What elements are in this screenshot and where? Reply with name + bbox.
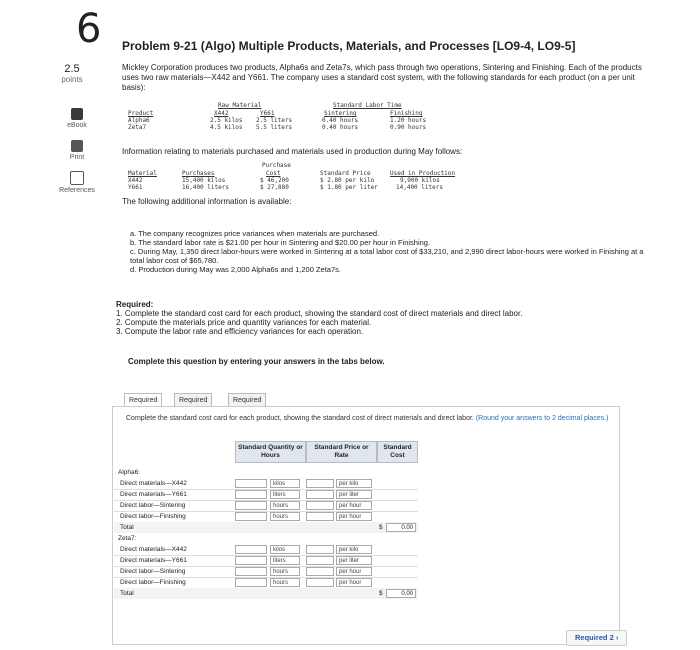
cell: $ 27,880 bbox=[260, 184, 289, 191]
printer-icon bbox=[71, 140, 83, 152]
cell: 0.40 hours bbox=[322, 117, 359, 124]
col-cost: Cost bbox=[266, 170, 281, 177]
cell: Y661 bbox=[128, 184, 143, 191]
points-value: 2.5 bbox=[64, 63, 80, 75]
complete-instruction: Complete this question by entering your answers in the tabs below. bbox=[128, 357, 385, 366]
cell: 2.5 kilos bbox=[210, 117, 243, 124]
total-row bbox=[114, 522, 418, 533]
header-standard-quantity: Standard Quantity or Hours bbox=[235, 441, 306, 463]
quantity-input[interactable] bbox=[235, 512, 267, 521]
cell: 5.5 liters bbox=[256, 124, 293, 131]
additional-info-line: The following additional information is available: bbox=[122, 197, 292, 206]
product-header-row bbox=[114, 467, 418, 478]
total-label: Total bbox=[120, 590, 134, 597]
product-name: Alpha6: bbox=[118, 469, 141, 476]
required-section bbox=[116, 300, 636, 336]
problem-title: Problem 9-21 (Algo) Multiple Products, Materials, and Processes [LO9-4, LO9-5] bbox=[122, 39, 576, 53]
currency-symbol: $ bbox=[379, 590, 383, 597]
cell: 0.90 hours bbox=[390, 124, 427, 131]
cell: 9,900 kilos bbox=[400, 177, 440, 184]
cell: Zeta7 bbox=[128, 124, 147, 131]
points-box bbox=[47, 63, 97, 84]
purchases-table bbox=[128, 162, 468, 191]
rate-unit: per liter bbox=[336, 490, 372, 499]
quantity-input[interactable] bbox=[235, 490, 267, 499]
fact-c: c. During May, 1,350 direct labor-hours were worked in Sintering at a total labor cost of $33,210, and 2,990 direct labor-hours were worked in Finishing at a total labor cost of $65,780. bbox=[130, 247, 644, 265]
cell: $ 1.80 per liter bbox=[320, 184, 378, 191]
col-standard-price: Standard Price bbox=[320, 170, 371, 177]
next-required-button[interactable]: Required 2 › bbox=[566, 630, 627, 646]
row-label: Direct materials—X442 bbox=[120, 480, 187, 487]
product-name: Zeta7: bbox=[118, 535, 137, 542]
cell: 16,400 liters bbox=[182, 184, 229, 191]
raw-material-group: Raw Material bbox=[218, 102, 262, 109]
rate-unit: per hour bbox=[336, 567, 372, 576]
rate-input[interactable] bbox=[306, 556, 334, 565]
panel-instruction bbox=[126, 414, 616, 423]
fact-b: b. The standard labor rate is $21.00 per hour in Sintering and $20.00 per hour in Finishing. bbox=[130, 238, 431, 247]
col-used: Used in Production bbox=[390, 170, 456, 177]
row-label: Direct materials—Y661 bbox=[120, 491, 187, 498]
currency-symbol: $ bbox=[379, 524, 383, 531]
print-link[interactable] bbox=[52, 140, 102, 161]
product-header-row bbox=[114, 533, 418, 544]
cell: 14,400 liters bbox=[396, 184, 443, 191]
ebook-label: eBook bbox=[67, 122, 87, 129]
cell: 2.5 liters bbox=[256, 117, 293, 124]
cell: 1.20 hours bbox=[390, 117, 427, 124]
row-label: Direct materials—Y661 bbox=[120, 557, 187, 564]
quantity-unit: hours bbox=[270, 567, 300, 576]
quantity-unit: hours bbox=[270, 578, 300, 587]
standards-table bbox=[128, 102, 458, 131]
fact-a: a. The company recognizes price variances when materials are purchased. bbox=[130, 229, 380, 238]
quantity-unit: kilos bbox=[270, 545, 300, 554]
rate-input[interactable] bbox=[306, 567, 334, 576]
rate-input[interactable] bbox=[306, 501, 334, 510]
table-row bbox=[128, 177, 468, 184]
ebook-link[interactable] bbox=[52, 108, 102, 129]
header-standard-price: Standard Price or Rate bbox=[306, 441, 377, 463]
rate-unit: per hour bbox=[336, 578, 372, 587]
quantity-input[interactable] bbox=[235, 545, 267, 554]
table-row bbox=[128, 184, 468, 191]
total-value: 0.00 bbox=[386, 523, 416, 532]
cell: X442 bbox=[128, 177, 143, 184]
references-icon bbox=[70, 171, 84, 185]
quantity-unit: hours bbox=[270, 501, 300, 510]
facts-list bbox=[130, 229, 650, 274]
problem-intro: Mickley Corporation produces two products, Alpha6s and Zeta7s, which pass through two operations, Sintering and Finishing. Each of the products uses two raw materials—X442 and Y661. The company uses a standard cost system, with the following standards for each product (on a per unit basis): bbox=[122, 63, 642, 92]
tab-required-1[interactable]: Required bbox=[124, 393, 162, 408]
col-sintering: Sintering bbox=[324, 110, 357, 117]
quantity-input[interactable] bbox=[235, 578, 267, 587]
print-label: Print bbox=[69, 154, 85, 161]
quantity-unit: hours bbox=[270, 512, 300, 521]
book-icon bbox=[71, 108, 83, 120]
cell: 15,400 kilos bbox=[182, 177, 226, 184]
purchase-group: Purchase bbox=[262, 162, 291, 169]
col-y661: Y661 bbox=[260, 110, 275, 117]
tab-required-3[interactable]: Required bbox=[228, 393, 266, 408]
total-row bbox=[114, 588, 418, 599]
row-label: Direct labor—Finishing bbox=[120, 513, 186, 520]
rate-input[interactable] bbox=[306, 512, 334, 521]
rate-input[interactable] bbox=[306, 490, 334, 499]
row-label: Direct materials—X442 bbox=[120, 546, 187, 553]
panel-instruction-text: Complete the standard cost card for each product, showing the standard cost of direct materials and direct labor. bbox=[126, 415, 474, 422]
rate-unit: per kilo bbox=[336, 479, 372, 488]
quantity-unit: liters bbox=[270, 556, 300, 565]
col-finishing: Finishing bbox=[390, 110, 423, 117]
row-label: Direct labor—Finishing bbox=[120, 579, 186, 586]
rate-unit: per kilo bbox=[336, 545, 372, 554]
total-label: Total bbox=[120, 524, 134, 531]
tab-required-2[interactable]: Required bbox=[174, 393, 212, 408]
quantity-input[interactable] bbox=[235, 556, 267, 565]
question-number: 6 bbox=[76, 6, 102, 52]
required-item: 2. Compute the materials price and quantity variances for each material. bbox=[116, 318, 372, 327]
info-line: Information relating to materials purchased and materials used in production during May follows: bbox=[122, 147, 463, 156]
header-standard-cost: Standard Cost bbox=[377, 441, 418, 463]
cell: $ 2.80 per kilo bbox=[320, 177, 375, 184]
references-link[interactable] bbox=[52, 171, 102, 194]
references-label: References bbox=[59, 187, 95, 194]
labor-time-group: Standard Labor Time bbox=[333, 102, 402, 109]
row-label: Direct labor—Sintering bbox=[120, 502, 186, 509]
fact-d: d. Production during May was 2,000 Alpha6s and 1,200 Zeta7s. bbox=[130, 265, 341, 274]
required-item: 1. Complete the standard cost card for each product, showing the standard cost of direct materials and direct labor. bbox=[116, 309, 523, 318]
rate-input[interactable] bbox=[306, 545, 334, 554]
quantity-unit: kilos bbox=[270, 479, 300, 488]
required-heading: Required: bbox=[116, 300, 154, 309]
cell: $ 46,200 bbox=[260, 177, 289, 184]
rate-input[interactable] bbox=[306, 479, 334, 488]
total-value: 0.00 bbox=[386, 589, 416, 598]
col-material: Material bbox=[128, 170, 157, 177]
cell: Alpha6 bbox=[128, 117, 150, 124]
rounding-note: (Round your answers to 2 decimal places.) bbox=[475, 415, 609, 422]
rate-unit: per hour bbox=[336, 512, 372, 521]
rate-unit: per liter bbox=[336, 556, 372, 565]
col-product: Product bbox=[128, 110, 154, 117]
table-row bbox=[128, 124, 458, 131]
col-x442: X442 bbox=[214, 110, 229, 117]
cell: 0.40 hours bbox=[322, 124, 359, 131]
rate-unit: per hour bbox=[336, 501, 372, 510]
cell: 4.5 kilos bbox=[210, 124, 243, 131]
table-row bbox=[128, 117, 458, 124]
points-label: points bbox=[61, 75, 83, 84]
quantity-unit: liters bbox=[270, 490, 300, 499]
quantity-input[interactable] bbox=[235, 501, 267, 510]
col-purchases: Purchases bbox=[182, 170, 215, 177]
rate-input[interactable] bbox=[306, 578, 334, 587]
required-item: 3. Compute the labor rate and efficiency variances for each operation. bbox=[116, 327, 364, 336]
row-label: Direct labor—Sintering bbox=[120, 568, 186, 575]
quantity-input[interactable] bbox=[235, 567, 267, 576]
quantity-input[interactable] bbox=[235, 479, 267, 488]
